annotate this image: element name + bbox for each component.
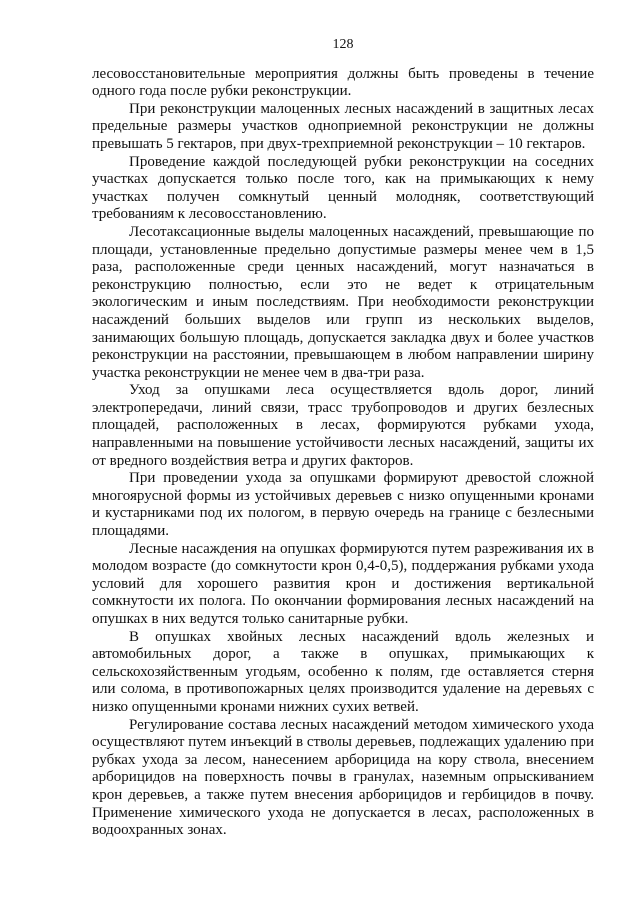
- paragraph-2: При реконструкции малоценных лесных насаждений в защитных лесах предельные размеры участков одноприемной реконструкции не должны превышать 5 гектаров, при двух-трехприемной реконструкции – 10 гектаров.: [92, 100, 594, 152]
- paragraph-3: Проведение каждой последующей рубки реконструкции на соседних участках допускается только после того, как на примыкающих к нему участках получен сомкнутый ценный молодняк, соответствующий требованиям к лесовосстановлению.: [92, 153, 594, 223]
- paragraph-6: При проведении ухода за опушками формируют древостой сложной многоярусной формы из устойчивых деревьев с низко опущенными кронами и кустарниками под их пологом, в первую очередь на границе с безлесными площадями.: [92, 470, 594, 540]
- paragraph-1: лесовосстановительные мероприятия должны быть проведены в течение одного года после рубки реконструкции.: [92, 65, 594, 100]
- paragraph-4: Лесотаксационные выделы малоценных насаждений, превышающие по площади, установленные предельно допустимые размеры менее чем в 1,5 раза, расположенные среди ценных насаждений, могут назначаться в реконструкцию полностью, если это не ведет к отрицательным экологическим и иным последствиям. При необходимости реконструкции насаждений больших выделов или групп из нескольких выделов, занимающих большую площадь, допускается закладка двух и более участков реконструкции на расстоянии, превышающем в любом направлении ширину участка реконструкции не менее чем в два-три раза.: [92, 223, 594, 381]
- document-page: [92, 36, 594, 840]
- page-number: 128: [332, 37, 354, 52]
- paragraph-9: Регулирование состава лесных насаждений методом химического ухода осуществляют путем инъекций в стволы деревьев, подлежащих удалению при рубках ухода за лесом, нанесением арборицида на кору ствола, внесением арборицидов на поверхность почвы в гранулах, наземным опрыскиванием крон деревьев, а также путем внесения арборицидов и гербицидов в почву. Применение химического ухода не допускается в лесах, расположенных в водоохранных зонах.: [92, 716, 594, 839]
- paragraph-5: Уход за опушками леса осуществляется вдоль дорог, линий электропередачи, линий связи, трасс трубопроводов и других безлесных площадей, расположенных в лесах, формируются рубками ухода, направленными на повышение устойчивости лесных насаждений, защиты их от вредного воздействия ветра и других факторов.: [92, 382, 594, 469]
- paragraph-7: Лесные насаждения на опушках формируются путем разреживания их в молодом возрасте (до сомкнутости крон 0,4-0,5), поддержания рубками ухода условий для хорошего развития крон и достижения вертикальной сомкнутости их полога. По окончании формирования лесных насаждений на опушках в них ведутся только санитарные рубки.: [92, 540, 594, 627]
- paragraph-8: В опушках хвойных лесных насаждений вдоль железных и автомобильных дорог, а также в опушках, примыкающих к сельскохозяйственным угодьям, особенно к полям, где оставляется стерня или солома, в противопожарных целях производится удаление на деревьях с низко опущенными кронами нижних сухих ветвей.: [92, 628, 594, 715]
